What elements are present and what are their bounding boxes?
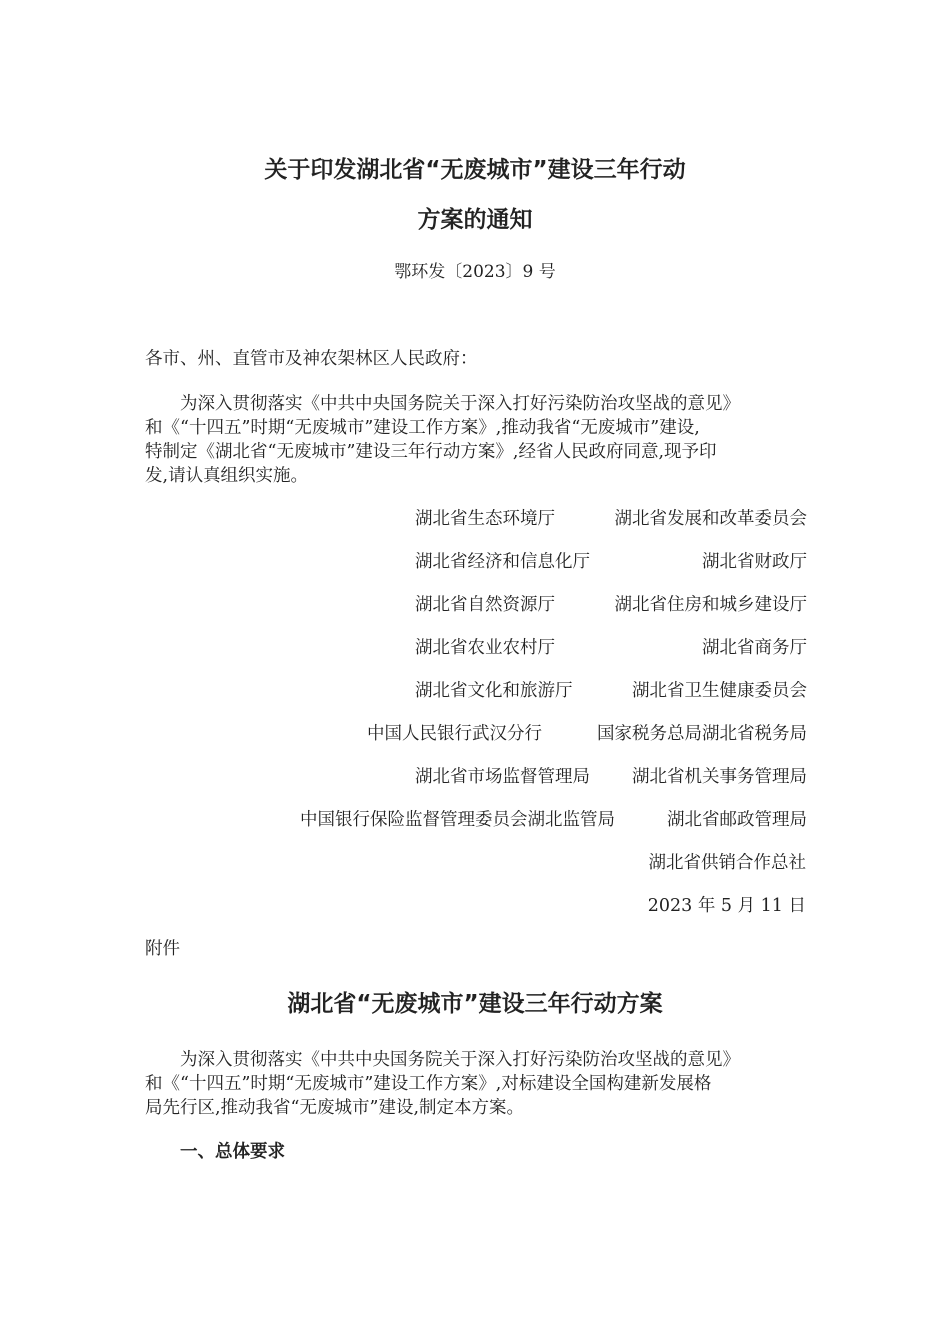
signatory-right: 湖北省卫生健康委员会 bbox=[632, 681, 807, 701]
signatory-row bbox=[415, 507, 807, 531]
salutation: 各市、州、直管市及神农架林区人民政府： bbox=[145, 349, 478, 369]
signatory-right: 湖北省商务厅 bbox=[702, 638, 807, 658]
signatory-left: 湖北省文化和旅游厅 bbox=[415, 681, 573, 701]
signatory-last: 湖北省供销合作总社 bbox=[648, 853, 806, 873]
signatory-left: 中国人民银行武汉分行 bbox=[367, 724, 542, 744]
notice-body-line-1: 为深入贯彻落实《中共中央国务院关于深入打好污染防治攻坚战的意见》 bbox=[180, 394, 740, 414]
attachment-title: 湖北省“无废城市”建设三年行动方案 bbox=[287, 991, 663, 1017]
section-heading: 一、总体要求 bbox=[180, 1142, 285, 1162]
signatory-right: 湖北省邮政管理局 bbox=[667, 810, 807, 830]
notice-body-line-2: 和《“十四五”时期“无废城市”建设工作方案》,推动我省“无废城市”建设, bbox=[145, 418, 700, 438]
signatory-right: 湖北省住房和城乡建设厅 bbox=[614, 595, 807, 615]
signatory-left: 湖北省农业农村厅 bbox=[415, 638, 555, 658]
attachment-body-line-3: 局先行区,推动我省“无废城市”建设,制定本方案。 bbox=[145, 1098, 525, 1118]
signatory-left: 湖北省自然资源厅 bbox=[415, 595, 555, 615]
notice-body-line-3: 特制定《湖北省“无废城市”建设三年行动方案》,经省人民政府同意,现予印 bbox=[145, 442, 717, 462]
issue-date: 2023 年 5 月 11 日 bbox=[647, 896, 806, 916]
signatory-row bbox=[415, 679, 807, 703]
notice-body-line-4: 发,请认真组织实施。 bbox=[145, 466, 309, 486]
signatory-left: 湖北省生态环境厅 bbox=[415, 509, 555, 529]
document-title-line-2: 方案的通知 bbox=[417, 207, 533, 233]
signatory-row bbox=[415, 636, 807, 660]
signatory-right: 湖北省财政厅 bbox=[702, 552, 807, 572]
attachment-body-line-1: 为深入贯彻落实《中共中央国务院关于深入打好污染防治攻坚战的意见》 bbox=[180, 1050, 740, 1070]
signatory-right: 湖北省发展和改革委员会 bbox=[614, 509, 807, 529]
signatory-right: 湖北省机关事务管理局 bbox=[632, 767, 807, 787]
document-number: 鄂环发〔2023〕9 号 bbox=[394, 262, 556, 282]
signatory-row bbox=[367, 722, 807, 746]
signatory-right: 国家税务总局湖北省税务局 bbox=[597, 724, 807, 744]
signatory-left: 中国银行保险监督管理委员会湖北监管局 bbox=[300, 810, 615, 830]
signatory-left: 湖北省市场监督管理局 bbox=[415, 767, 590, 787]
signatory-row bbox=[415, 593, 807, 617]
signatory-row bbox=[300, 808, 807, 832]
signatory-left: 湖北省经济和信息化厅 bbox=[415, 552, 590, 572]
attachment-body-line-2: 和《“十四五”时期“无废城市”建设工作方案》,对标建设全国构建新发展格 bbox=[145, 1074, 712, 1094]
signatory-row bbox=[415, 765, 807, 789]
signatory-row bbox=[415, 550, 807, 574]
document-title-line-1: 关于印发湖北省“无废城市”建设三年行动 bbox=[264, 157, 686, 183]
attachment-label: 附件 bbox=[145, 939, 180, 959]
